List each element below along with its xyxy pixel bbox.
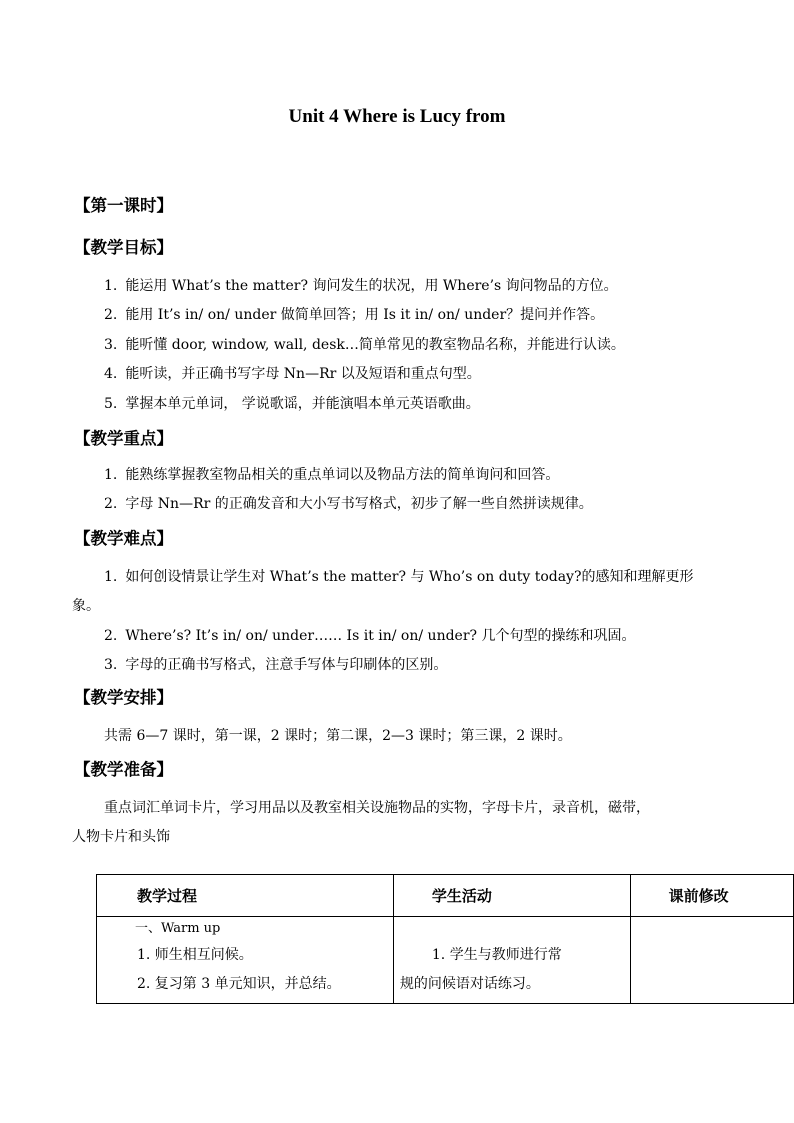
difficulty-item: 3. 字母的正确书写格式，注意手写体与印刷体的区别。 (104, 657, 448, 673)
header-revision: 课前修改 (630, 875, 793, 917)
activity-line: 规的问候语对话练习。 (399, 976, 540, 992)
difficulty-item: 2. Where’s? It’s in/ on/ under…… Is it in/ on/ under? 几个句型的操练和巩固。 (104, 628, 636, 644)
process-line: 2. 复习第 3 单元知识，并总结。 (137, 976, 341, 992)
header-process: 教学过程 (97, 875, 394, 917)
process-line: 一、Warm up (135, 921, 221, 936)
goals-heading: 【教学目标】 (74, 238, 173, 257)
arrangement-text: 共需 6—7 课时，第一课，2 课时；第二课，2—3 课时；第三课，2 课时。 (104, 728, 572, 744)
arrangement-heading: 【教学安排】 (74, 688, 173, 707)
preparation-heading: 【教学准备】 (74, 760, 173, 779)
goal-item: 1. 能运用 What’s the matter? 询问发生的状况，用 Where’s 询问物品的方位。 (104, 278, 618, 294)
page-title: Unit 4 Where is Lucy from (288, 106, 506, 127)
goal-item: 2. 能用 It’s in/ on/ under 做简单回答；用 Is it in/ on/ under？提问并作答。 (104, 307, 605, 323)
table-header-row (97, 875, 794, 917)
difficulty-item-continuation: 象。 (72, 598, 100, 614)
preparation-text: 重点词汇单词卡片，学习用品以及教室相关设施物品的实物，字母卡片，录音机，磁带， (104, 800, 650, 816)
process-line: 1. 师生相互问候。 (137, 947, 253, 963)
lesson-heading: 【第一课时】 (74, 196, 173, 215)
activity-line: 1. 学生与教师进行常 (431, 947, 562, 963)
header-activity: 学生活动 (393, 875, 630, 917)
activity-cell (393, 917, 630, 1004)
process-cell (97, 917, 394, 1004)
revision-cell (630, 917, 793, 1004)
goal-item: 3. 能听懂 door, window, wall, desk…简单常见的教室物品名称，并能进行认读。 (104, 337, 625, 353)
difficulty-item: 1. 如何创设情景让学生对 What’s the matter? 与 Who’s on duty today?的感知和理解更形 (104, 569, 694, 585)
preparation-text-continuation: 人物卡片和头饰 (72, 829, 170, 845)
key-point-item: 1. 能熟练掌握教室物品相关的重点单词以及物品方法的简单询问和回答。 (104, 467, 560, 483)
goal-item: 4. 能听读，并正确书写字母 Nn—Rr 以及短语和重点句型。 (104, 366, 481, 382)
table-row (97, 917, 794, 1004)
key-point-item: 2. 字母 Nn—Rr 的正确发音和大小写书写格式，初步了解一些自然拼读规律。 (104, 496, 593, 512)
lesson-plan-table (96, 874, 794, 1004)
difficulties-heading: 【教学难点】 (74, 529, 173, 548)
goal-item: 5. 掌握本单元单词， 学说歌谣，并能演唱本单元英语歌曲。 (104, 396, 480, 412)
key-points-heading: 【教学重点】 (74, 429, 173, 448)
